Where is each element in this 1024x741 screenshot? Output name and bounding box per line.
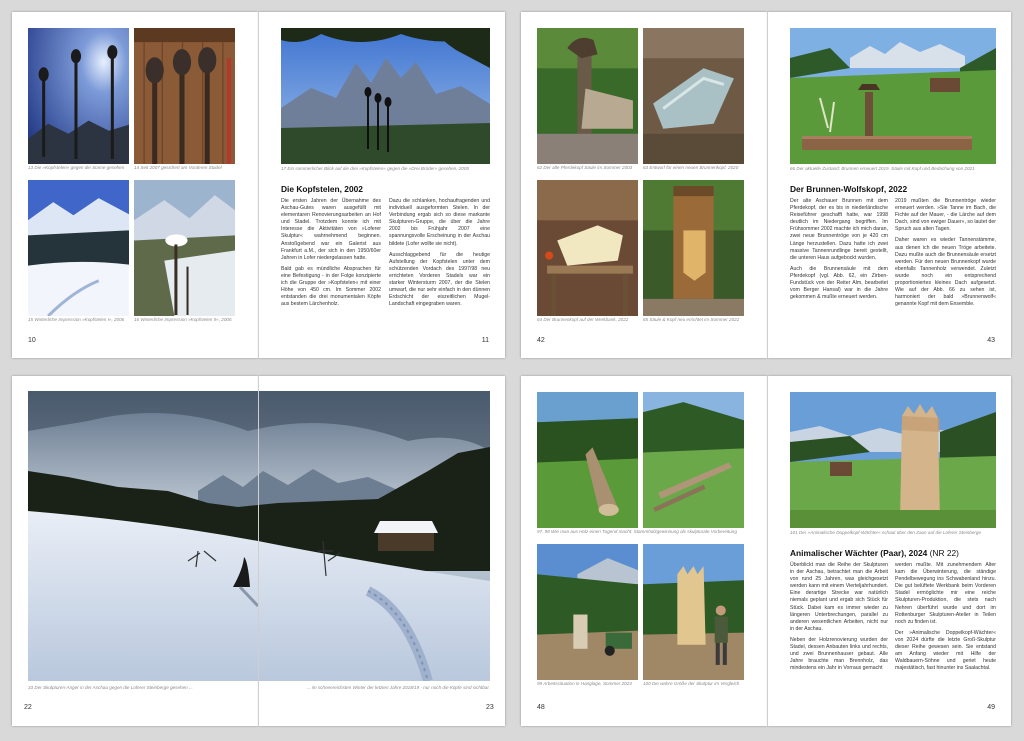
paragraph: Der »Animalische Doppelkopf-Wächter« von 2024 dürfte die letzte Groß-Skulptur dieser Reihe gewesen sein. Sie entstand am Anfang wieder mit Hilfe der Waldbauern-Söhne und geriet heute majestätisch, fast hinunter ins Saalachtal.: [895, 629, 996, 672]
paragraph: Überblickt man die Reihe der Skulpturen in der Aschau, betrachtet man die Arbeit von rund 25 Jahren, was gleichgesetzt werden kann mit einem Vierteljahrhundert. Eine derartige Strecke war natürlich niemals geplant und ergab sich Stück für Stück. Dabei kam es immer wieder zu längeren Unterbrechungen, parallel zu anderen wesentlichen Arbeiten, nicht nur in der Aschau.: [790, 562, 888, 632]
caption-62: 62 Der alte Pferdekopf Säule im Sommer 2003: [537, 165, 633, 170]
caption-14: 14 Seit 2007 gesichert am Vorderen Stadel: [134, 165, 222, 170]
text-column-1: [790, 562, 888, 676]
paragraph: Dazu die schlanken, hochaufragenden und individuell ausgeformten Stelen. In der Verbindung ergab sich so diese markante Skulpturen-Gruppe, die über die Jahre 2002 bis Frühjahr 2007 eine spannungsvolle Erscheinung in der Aschau bildete (Lofer wollte sie nicht).: [389, 198, 490, 247]
paragraph: 2019 mußten die Brunnentröge wieder erneuert werden. »Sie Tanne im Bach, die Fichte auf der Mauer, - die Lärche auf dem Dach, sind von ewiger Dauer«, so lautet der Spruch aus alten Tagen.: [895, 198, 996, 233]
page-number: 22: [24, 704, 32, 711]
photo-skulpturen-anger-winter: [28, 391, 490, 681]
photo-animal-guardian: [790, 392, 996, 528]
photo-brunnenkopf-workbench: [537, 180, 638, 316]
page-49: [768, 376, 1011, 726]
page-number: 11: [481, 337, 489, 344]
spread-gutter: [767, 376, 768, 726]
paragraph: werden mußte. Mit zunehmendem Alter kam die Überwinterung, die ständige Pendelbewegung ins Schwabenland hinzu. Die gut belüftete Werkbank beim Vorderen Stadel ermöglichte mir eine reiche Skulpturen-Produktion, die stets nach Nehren überführt wurde und dort im Rottenburger Skulpturen-Atelier in Teilen noch zu finden ist.: [895, 562, 996, 625]
paragraph: Auch die Brunnensäule mit dem Pferdekopf (vgl. Abb. 62, ein Zirben-Fundstück von der Reiter Alm, bearbeitet vom Berger Hansal) war in die Jahre gekommen & mußte erneuert werden.: [790, 265, 888, 301]
page-10: [12, 12, 258, 358]
paragraph: Bald gab es mündliche Absprachen für eine Befestigung - in der Folge konzipierte ich die Gruppe der »Kopfstelen« mit einer Höhe von 450 cm. Im Sommer 2002 entstanden die drei monumentalen Köpfe aus bestem Lärchenholz.: [281, 265, 381, 308]
photo-work-situation-slope: [537, 544, 638, 680]
paragraph: Daher waren es wieder Tannenstämme, aus denen ich die neuen Tröge arbeitete. Dazu mußte auch die Brunnensäule ersetzt werden. Für den neuen Brunnenkopf wurde ebenfalls Tannenholz verwendet. Zuletzt wurde noch ein entsprechend proportioniertes kleines Dach aufgesetzt. Wie auf der Abb. 66 zu sehen ist, harmoniert der bald »Brunnenwolf« genannte Kopf mit dem Ensemble.: [895, 237, 996, 308]
spread-gutter: [258, 12, 259, 358]
page-48: [521, 376, 767, 726]
text-column-1: [281, 198, 381, 312]
photo-column-head-erected: [643, 180, 744, 316]
photo-winter-impression-2: [134, 180, 235, 316]
page-number: 10: [28, 337, 36, 344]
caption-17: 17 Ein sommerlicher Blick auf die drei »Kopfstelen« gegen die »Drei Brüder« gesehen, 2005: [281, 166, 469, 171]
caption-99: 99 Arbeitssituation in Hanglage, Sommer 2024: [537, 681, 632, 686]
photo-trunk-harvest-2: [643, 392, 744, 528]
section-heading: Die Kopfstelen, 2002: [281, 184, 363, 194]
page-number: 23: [486, 704, 494, 711]
caption-63: 63 Entwurf für einen neuen Brunnenkopf, 2020: [643, 165, 739, 170]
caption-97-98: 97, 98 Wie man aus Holz einen Tugend macht: Stammholzgewinnung als skulpturale Vorbereitung: [537, 529, 737, 534]
page-number: 42: [537, 337, 545, 344]
photo-brunnenkopf-design: [643, 28, 744, 164]
caption-33-continued: ... im schneereichsten Winter der letzten Jahre 2018/19 - nur noch die Köpfe sind sichtbar.: [306, 685, 490, 690]
spread-gutter: [258, 376, 259, 726]
spread-gutter: [767, 12, 768, 358]
text-column-2: [895, 198, 996, 312]
photo-kopfstelen-stadel: [134, 28, 235, 164]
page-number: 48: [537, 704, 545, 711]
section-heading: [790, 548, 959, 558]
caption-66: 66 Der aktuelle Zustand: Brunnen erneuert 2019. Säule mit Kopf und Bedachung von 2021: [790, 166, 975, 171]
page-number: 43: [987, 337, 995, 344]
caption-15: 15 Winterliche Impression »Kopfstelen I«, 2006: [28, 317, 125, 322]
caption-16: 16 Winterliche Impression »Kopfstelen II«, 2006: [134, 317, 232, 322]
heading-title: Animalischer Wächter (Paar), 2024: [790, 548, 928, 558]
page-42: [521, 12, 767, 358]
caption-64: 64 Der Brunnenkopf auf der Werkbank, 2022: [537, 317, 629, 322]
page-43: [768, 12, 1011, 358]
photo-old-horse-column: [537, 28, 638, 164]
paragraph: Der alte Aschauer Brunnen mit dem Pferdekopf, der es bis in niederländische Reiseführer geschafft hatte, war 1998 deutlich im Niedergang begriffen. Im Frühsommer 2002 machte ich mich daran, zwei neue Brunnentröge von je 420 cm Länge herzustellen. Dazu hatte ich zwei massive Tannenrundlinge bereit gestellt, die unteren Haus aufgebockt wurden.: [790, 198, 888, 261]
photo-kopfstelen-sun: [28, 28, 129, 164]
caption-65: 65 Säule & Kopf neu errichtet im Sommer 2022: [643, 317, 740, 322]
caption-100: 100 Die wahre Größe der Skulptur im Vergleich: [643, 681, 740, 686]
photo-sculpture-size-comparison: [643, 544, 744, 680]
paragraph: Die ersten Jahren der Übernahme des Aschau-Gutes waren ausgefüllt mit elementaren Renovierungsarbeiten an Hof und Stadel. Trotzdem konnte ich mit Interesse die Aktivitäten von »Loferer Skulptur« wahrnehmend beginnen. Anstoßgebend war ein Galerist aus Frankfurt a.M., der sich in den 1950/60er Jahren in Lofer niedergelassen hatte.: [281, 198, 381, 261]
caption-101: 101 Der »Animalische Doppelkopf-Wächter« schaut über den Zaun auf die Loferer Steinberge: [790, 530, 982, 535]
section-heading: Der Brunnen-Wolfskopf, 2022: [790, 184, 908, 194]
caption-13: 13 Die »Kopfstelen« gegen die Sonne gesehen: [28, 165, 125, 170]
paragraph: Ausschlaggebend für die heutige Aufstellung der Kopfstelen unter dem schützenden Vordach des 1997/98 neu errichteten Vorderen Stadels war ein starker Wintersturm 2007, der die Stelen umwarf, die nur sehr einfach in den dünnen Erdschicht der eiszeitlichen Mugel-Landschaft eingegraben waren.: [389, 251, 490, 308]
heading-number: (NR 22): [929, 548, 959, 558]
caption-33: 33 Der Skulpturen-Anger in der Aschau gegen die Loferer Steinberge gesehen ...: [28, 685, 193, 690]
text-column-2: [895, 562, 996, 676]
paragraph: Neben der Holzrenovierung wurden der Stadel, dessen Anbauten links und rechts, und zwei Brunnenhauser gebaut. Alle Jahre brauchte man Brennholz, das mindestens ein Jahr in Vorraus gemacht: [790, 636, 888, 672]
photo-kopfstelen-mountains: [281, 28, 490, 164]
page-11: [259, 12, 505, 358]
photo-trunk-harvest-1: [537, 392, 638, 528]
page-number: 49: [987, 704, 995, 711]
text-column-2: [389, 198, 490, 312]
text-column-1: [790, 198, 888, 305]
photo-winter-impression-1: [28, 180, 129, 316]
photo-brunnen-current: [790, 28, 996, 164]
